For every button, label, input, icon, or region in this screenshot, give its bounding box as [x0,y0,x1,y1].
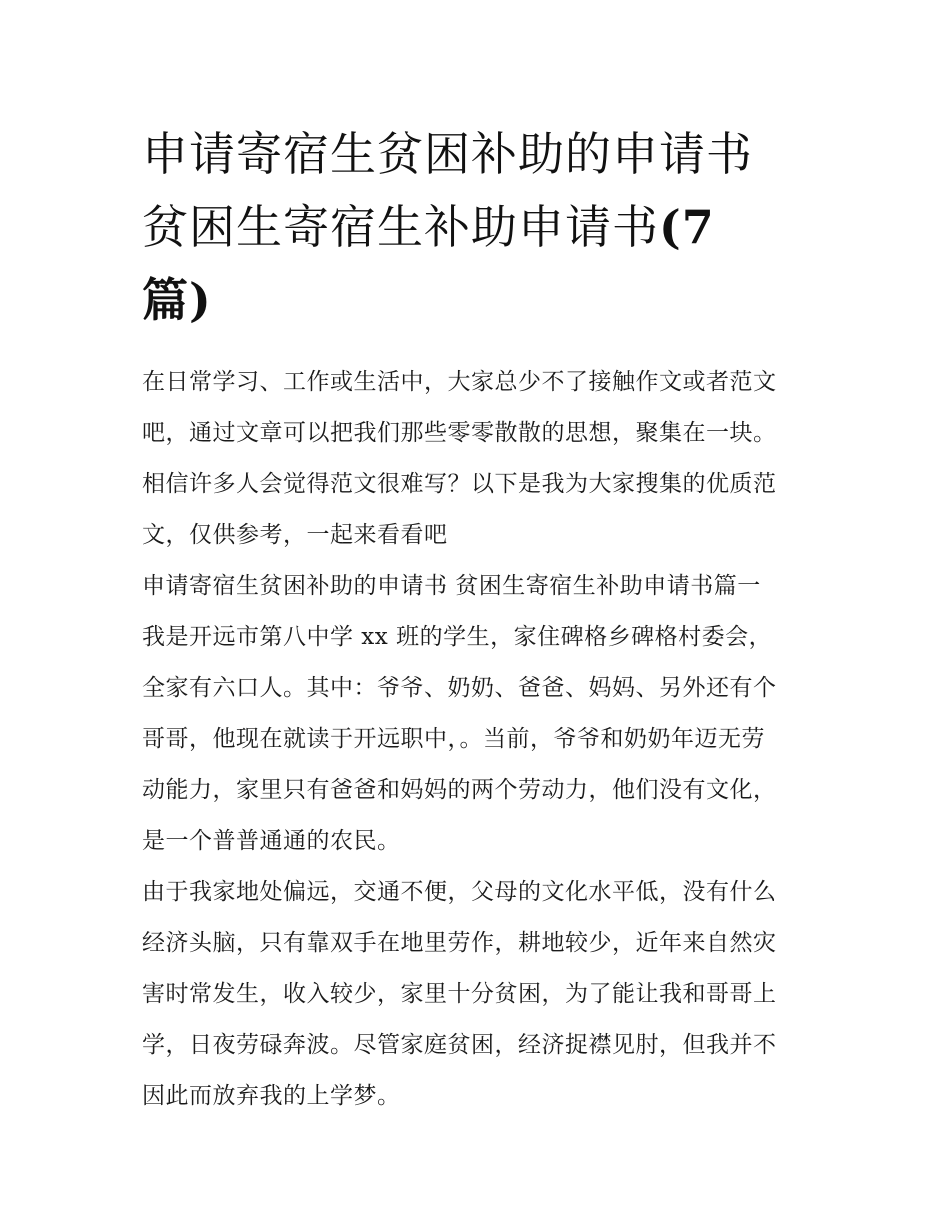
intro-paragraph [142,357,818,561]
document-page [142,118,818,1122]
title-line-2 [142,191,818,264]
title-line-1: 申请寄宿生贫困补助的申请书 [142,127,753,181]
paragraph-line: 动能力，家里只有爸爸和妈妈的两个劳动力，他们没有文化， [142,777,777,803]
paragraph-line: 是一个普普通通的农民。 [142,828,401,854]
paragraph-line: 相信许多人会觉得范文很难写？以下是我为大家搜集的优质范 [142,471,777,497]
paragraph-line: 因此而放弃我的上学梦。 [142,1083,401,1109]
paragraph-line: 由于我家地处偏远，交通不便，父母的文化水平低，没有什么 [142,879,777,905]
title-line-2-count: (7 [659,200,715,254]
paragraph-line: 在日常学习、工作或生活中，大家总少不了接触作文或者范文 [142,369,777,395]
paragraph-line: 哥哥，他现在就读于开远职中，。当前，爷爷和奶奶年迈无劳 [142,726,765,752]
title-line-3: 篇) [142,273,212,327]
section-heading [142,561,818,612]
paragraph-line: 经济头脑，只有靠双手在地里劳作，耕地较少，近年来自然灾 [142,930,777,956]
document-title [142,118,818,337]
paragraph-line: 害时常发生，收入较少，家里十分贫困，为了能让我和哥哥上 [142,981,777,1007]
title-line-2-text: 贫困生寄宿生补助申请书 [142,200,659,254]
body-paragraph-1 [142,612,818,867]
body-paragraph-2 [142,867,818,1122]
paragraph-line: 文，仅供参考，一起来看看吧 [142,522,448,548]
section-heading-text: 申请寄宿生贫困补助的申请书 贫困生寄宿生补助申请书篇一 [142,573,761,599]
paragraph-line: 学，日夜劳碌奔波。尽管家庭贫困，经济捉襟见肘，但我并不 [142,1032,777,1058]
paragraph-line: 吧，通过文章可以把我们那些零零散散的思想，聚集在一块。 [142,420,777,446]
paragraph-line: 全家有六口人。其中：爷爷、奶奶、爸爸、妈妈、另外还有个 [142,675,777,701]
paragraph-line: 我是开远市第八中学 xx 班的学生，家住碑格乡碑格村委会， [142,624,773,650]
